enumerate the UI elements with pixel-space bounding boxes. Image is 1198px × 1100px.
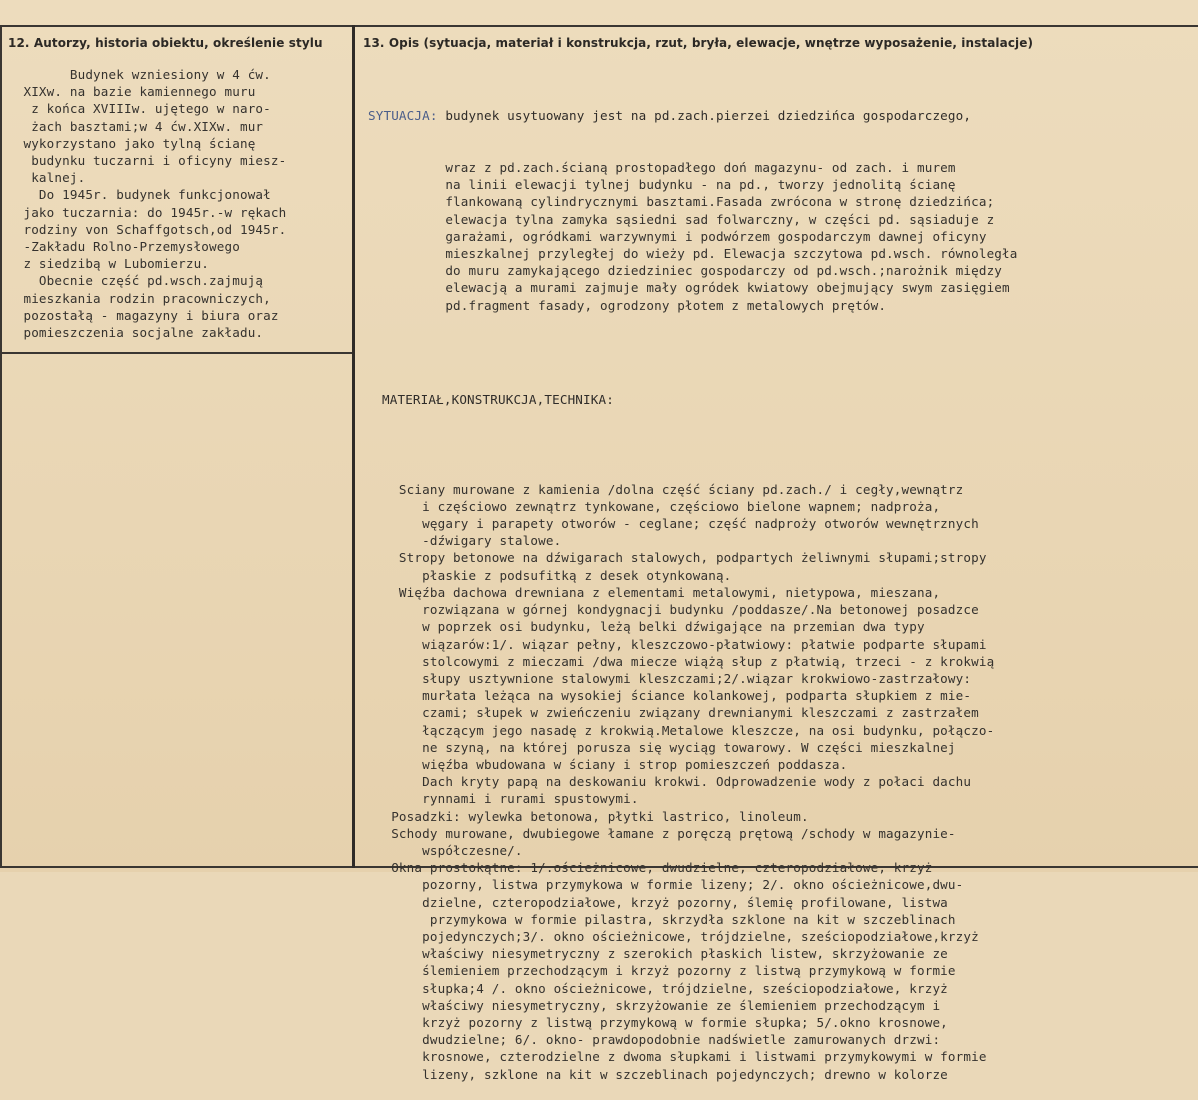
sytuacja-body xyxy=(368,159,1196,314)
material-line: czami; słupek w zwieńczeniu związany drewnianymi kleszczami z zastrzałem xyxy=(368,705,979,721)
history-line: żach basztami;w 4 ćw.XIXw. mur xyxy=(8,118,264,134)
material-line: właściwy niesymetryczny z szerokich płaskich listew, skrzyżowanie ze xyxy=(368,946,948,962)
sytuacja-first-line xyxy=(368,107,1196,124)
table-top-border xyxy=(0,25,1198,27)
sytuacja-line: na linii elewacji tylnej budynku - na pd., tworzy jednolitą ścianę xyxy=(368,177,956,193)
material-body xyxy=(368,481,1196,1083)
history-line: budynku tuczarni i oficyny miesz- xyxy=(8,153,287,169)
sytuacja-line: flankowaną cylindrycznymi basztami.Fasada zwrócona w stronę dziedzińca; xyxy=(368,194,995,210)
history-line: jako tuczarnia: do 1945r.-w rękach xyxy=(8,204,287,220)
material-line: Okna prostokątne: 1/.ościeżnicowe, dwudzielne, czteropodziałowe, krzyż xyxy=(368,860,933,876)
history-line: -Zakładu Rolno-Przemysłowego xyxy=(8,239,240,255)
history-line: Obecnie część pd.wsch.zajmują xyxy=(8,273,264,289)
material-line: płaskie z podsufitką z desek otynkowaną. xyxy=(368,567,732,583)
material-line: słupka;4 /. okno ościeżnicowe, trójdzielne, sześciopodziałowe, krzyż xyxy=(368,980,948,996)
material-line: pozorny, listwa przymykowa w formie lizeny; 2/. okno ościeżnicowe,dwu- xyxy=(368,877,964,893)
material-line: Więźba dachowa drewniana z elementami metalowymi, nietypowa, mieszana, xyxy=(368,584,941,600)
material-line: ne szyną, na której porusza się wyciąg towarowy. W części mieszkalnej xyxy=(368,739,956,755)
sytuacja-line: elewacją a murami zajmuje mały ogródek kwiatowy obejmujący swym zasięgiem xyxy=(368,280,1010,296)
column-divider xyxy=(352,25,355,868)
material-line: współczesne/. xyxy=(368,842,523,858)
history-line: kalnej. xyxy=(8,170,86,186)
sytuacja-line: garażami, ogródkami warzywnymi i podwórzem gospodarczym dawnej oficyny xyxy=(368,228,987,244)
material-line: słupy usztywnione stalowymi kleszczami;2/.wiązar krokwiowo-zastrzałowy: xyxy=(368,670,972,686)
history-text xyxy=(8,66,286,341)
material-line: stolcowymi z mieczami /dwa miecze wiążą słup z płatwią, trzeci - z krokwią xyxy=(368,653,995,669)
history-line: mieszkania rodzin pracowniczych, xyxy=(8,290,271,306)
sytuacja-line: wraz z pd.zach.ścianą prostopadłego doń magazynu- od zach. i murem xyxy=(368,160,956,176)
history-line: pomieszczenia socjalne zakładu. xyxy=(8,325,264,341)
left-column-end-rule xyxy=(2,352,352,354)
material-line: Sciany murowane z kamienia /dolna część ściany pd.zach./ i cegły,wewnątrz xyxy=(368,481,964,497)
history-line: wykorzystano jako tylną ścianę xyxy=(8,135,256,151)
history-line: z końca XVIIIw. ujętego w naro- xyxy=(8,101,271,117)
material-line: Dach kryty papą na deskowaniu krokwi. Odprowadzenie wody z połaci dachu xyxy=(368,774,972,790)
material-line: murłata leżąca na wysokiej ściance kolankowej, podparta słupkiem z mie- xyxy=(368,688,972,704)
material-line: wiązarów:1/. wiązar pełny, kleszczowo-płatwiowy: płatwie podparte słupami xyxy=(368,636,987,652)
history-line: z siedzibą w Lubomierzu. xyxy=(8,256,210,272)
material-line: właściwy niesymetryczny, skrzyżowanie ze ślemieniem przechodzącym i xyxy=(368,997,941,1013)
history-line: Budynek wzniesiony w 4 ćw. xyxy=(8,67,271,82)
material-line: rynnami i rurami spustowymi. xyxy=(368,791,639,807)
material-line: krosnowe, czterodzielne z dwoma słupkami i listwami przymykowymi w formie xyxy=(368,1049,987,1065)
history-line: rodziny von Schaffgotsch,od 1945r. xyxy=(8,221,287,237)
history-line: pozostałą - magazyny i biura oraz xyxy=(8,307,279,323)
material-line: Stropy betonowe na dźwigarach stalowych, podpartych żeliwnymi słupami;stropy xyxy=(368,550,987,566)
material-heading: MATERIAŁ,KONSTRUKCJA,TECHNIKA: xyxy=(382,391,614,407)
sytuacja-line: do muru zamykającego dziedziniec gospodarczy od pd.wsch.;narożnik między xyxy=(368,263,1003,279)
history-line: Do 1945r. budynek funkcjonował xyxy=(8,187,271,203)
material-line: lizeny, szklone na kit w szczeblinach pojedynczych; drewno w kolorze xyxy=(368,1066,948,1082)
material-line: rozwiązana w górnej kondygnacji budynku /poddasze/.Na betonowej posadzce xyxy=(368,602,979,618)
material-line: ślemieniem przechodzącym i krzyż pozorny z listwą przymykową w formie xyxy=(368,963,956,979)
material-line: dzielne, czteropodziałowe, krzyż pozorny, ślemię profilowane, listwa xyxy=(368,894,948,910)
section-12-header: 12. Autorzy, historia obiektu, określenie stylu xyxy=(8,36,323,50)
material-line: przymykowa w formie pilastra, skrzydła szklone na kit w szczeblinach xyxy=(368,911,956,927)
sytuacja-line: elewacja tylna zamyka sąsiedni sad folwarczny, w części pd. sąsiaduje z xyxy=(368,211,995,227)
description-text xyxy=(368,73,1196,1100)
material-line: dwudzielne; 6/. okno- prawdopodobnie nadświetle zamurowanych drzwi: xyxy=(368,1032,941,1048)
material-line: węgary i parapety otworów - ceglane; część nadproży otworów wewnętrznych xyxy=(368,516,979,532)
sytuacja-label: SYTUACJA: xyxy=(368,108,438,124)
material-line: Schody murowane, dwubiegowe łamane z poręczą prętową /schody w magazynie- xyxy=(368,825,956,841)
material-line: pojedynczych;3/. okno ościeżnicowe, trójdzielne, sześciopodziałowe,krzyż xyxy=(368,928,979,944)
material-line: więźba wbudowana w ściany i strop pomieszczeń poddasza. xyxy=(368,756,848,772)
sytuacja-line: mieszkalnej przyległej do wieży pd. Elewacja szczytowa pd.wsch. równoległa xyxy=(368,246,1018,262)
material-line: Posadzki: wylewka betonowa, płytki lastrico, linoleum. xyxy=(368,808,809,824)
table-left-border xyxy=(0,25,2,868)
material-line: -dźwigary stalowe. xyxy=(368,533,562,549)
history-line: XIXw. na bazie kamiennego muru xyxy=(8,84,256,100)
sytuacja-first-text: budynek usytuowany jest na pd.zach.pierzei dziedzińca gospodarczego, xyxy=(437,108,972,124)
material-line: i częściowo zewnątrz tynkowane, częściowo bielone wapnem; nadproża, xyxy=(368,498,941,514)
material-line: krzyż pozorny z listwą przymykową w formie słupka; 5/.okno krosnowe, xyxy=(368,1014,948,1030)
section-13-header: 13. Opis (sytuacja, materiał i konstrukcja, rzut, bryła, elewacje, wnętrze wyposażenie, instalacje) xyxy=(363,36,1034,50)
material-line: w poprzek osi budynku, leżą belki dźwigające na przemian dwa typy xyxy=(368,619,925,635)
sytuacja-line: pd.fragment fasady, ogrodzony płotem z metalowych prętów. xyxy=(368,297,887,313)
material-line: łączącym jego nasadę z krokwią.Metalowe kleszcze, na osi budynku, połączo- xyxy=(368,722,995,738)
